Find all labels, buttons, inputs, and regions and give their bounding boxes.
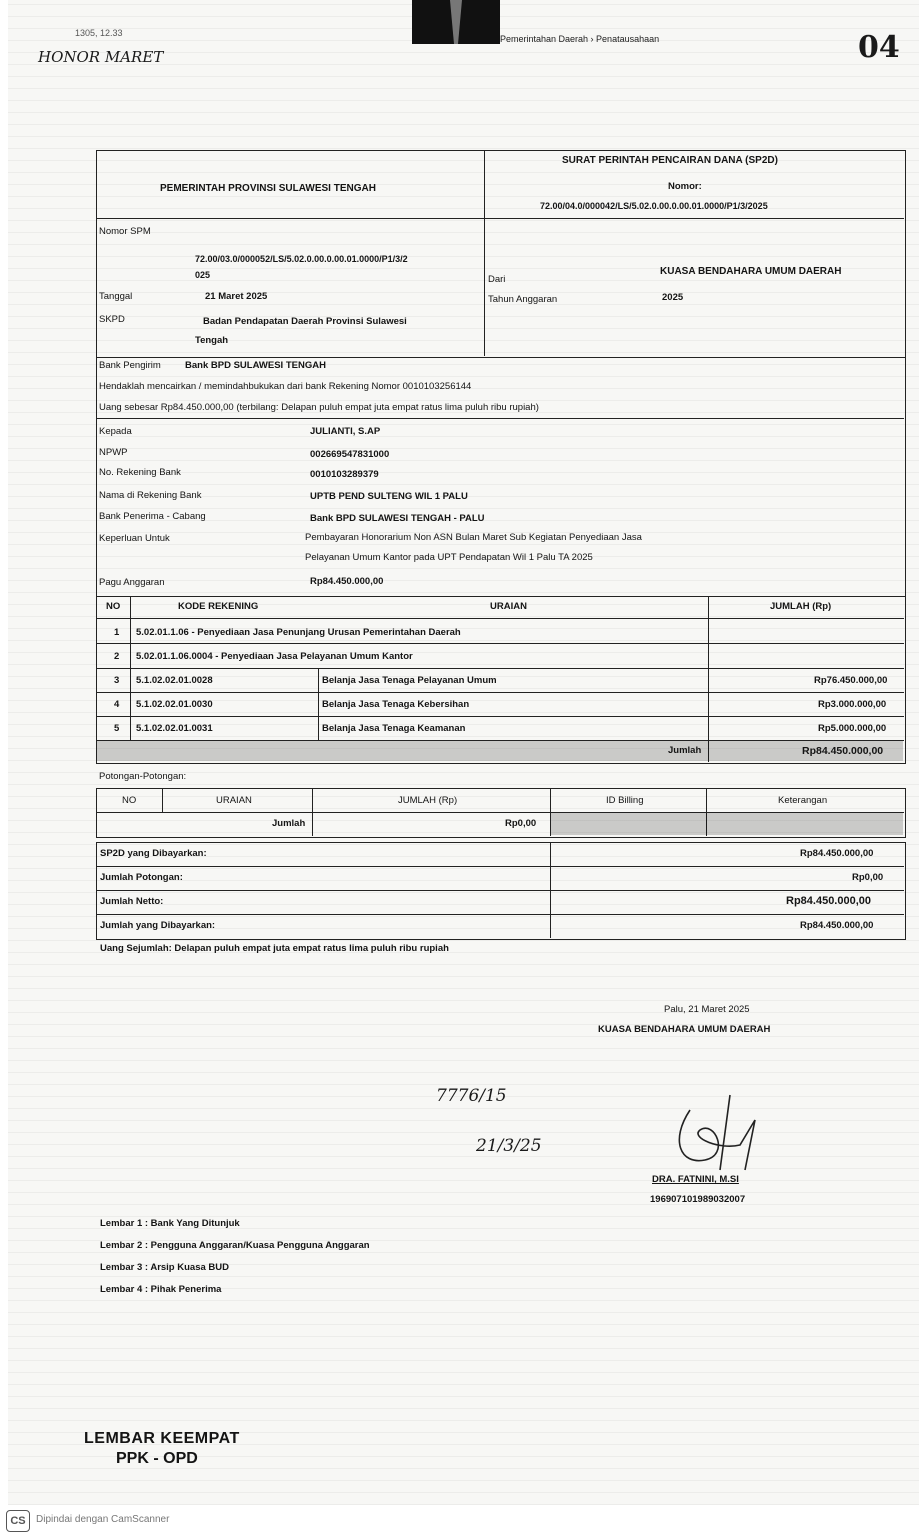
handwritten-number: 7776/15 [436, 1086, 507, 1106]
signature-scribble [660, 1090, 780, 1180]
pagu-value: Rp84.450.000,00 [310, 576, 384, 587]
pot-header-keterangan: Keterangan [778, 795, 828, 806]
sign-name: DRA. FATNINI, M.SI [652, 1174, 739, 1185]
bank-penerima-label: Bank Penerima - Cabang [99, 511, 206, 522]
nomor-value: 72.00/04.0/000042/LS/5.02.0.00.0.00.01.0000/P1/3/2025 [540, 201, 768, 211]
handwritten-note: HONOR MARET [38, 48, 164, 66]
npwp-label: NPWP [99, 447, 128, 458]
npwp-value: 002669547831000 [310, 449, 390, 460]
rek-header-jumlah: JUMLAH (Rp) [770, 601, 832, 612]
tanggal-value: 21 Maret 2025 [205, 291, 268, 302]
keperluan-value: Pembayaran Honorarium Non ASN Bulan Maret Sub Kegiatan Penyediaan Jasa [305, 532, 642, 543]
summary-netto-label: Jumlah Netto: [100, 896, 164, 907]
bank-separator [96, 418, 904, 419]
summary-potongan-label: Jumlah Potongan: [100, 872, 183, 883]
summary-table [96, 842, 906, 940]
nomor-spm-label: Nomor SPM [99, 226, 151, 237]
pagu-label: Pagu Anggaran [99, 577, 165, 588]
camscanner-logo: CS [6, 1510, 30, 1532]
tanggal-label: Tanggal [99, 291, 133, 302]
rek-row-2-no: 2 [114, 651, 120, 662]
sign-role: KUASA BENDAHARA UMUM DAERAH [598, 1024, 771, 1035]
stamp-line-1: LEMBAR KEEMPAT [84, 1430, 240, 1447]
nomor-spm-value-cont: 025 [195, 270, 211, 280]
pot-header-uraian: URAIAN [216, 795, 252, 806]
skpd-value: Badan Pendapatan Daerah Provinsi Sulawesi [203, 316, 407, 327]
col-divider-kode [318, 668, 319, 740]
rek-row-3-jumlah: Rp76.450.000,00 [814, 675, 888, 686]
summary-sp2d-label: SP2D yang Dibayarkan: [100, 848, 207, 859]
keperluan-value-cont: Pelayanan Umum Kantor pada UPT Pendapatan Wil 1 Palu TA 2025 [305, 552, 593, 563]
instruction-text: Hendaklah mencairkan / memindahbukukan dari bank Rekening Nomor 0010103256144 [99, 381, 472, 392]
skpd-label: SKPD [99, 314, 125, 325]
breadcrumb: Pemerintahan Daerah › Penatausahaan [500, 34, 660, 44]
distribution-2: Lembar 2 : Pengguna Anggaran/Kuasa Pengguna Anggaran [100, 1240, 370, 1251]
rek-row-5-no: 5 [114, 723, 120, 734]
summary-dibayarkan-label: Jumlah yang Dibayarkan: [100, 920, 216, 931]
rekening-table [96, 596, 906, 764]
binder-clip-shadow [412, 0, 500, 44]
page-mark: 04 [858, 30, 900, 65]
rek-row-line-2 [96, 668, 904, 669]
top-code: 1305, 12.33 [75, 28, 123, 38]
pot-total-shade [551, 813, 903, 835]
distribution-1: Lembar 1 : Bank Yang Ditunjuk [100, 1218, 240, 1229]
rek-row-4-kode: 5.1.02.02.01.0030 [136, 699, 213, 710]
summary-potongan-value: Rp0,00 [852, 872, 884, 883]
rek-header-line [96, 618, 904, 619]
rek-header-uraian: URAIAN [490, 601, 527, 612]
kepada-label: Kepada [99, 426, 132, 437]
pot-col-1 [162, 788, 163, 812]
rek-row-1-no: 1 [114, 627, 120, 638]
amount-text: Uang sebesar Rp84.450.000,00 (terbilang: Delapan puluh empat juta empat ratus lima puluh ribu rupiah) [99, 402, 539, 413]
rek-row-3-no: 3 [114, 675, 120, 686]
summary-netto-value: Rp84.450.000,00 [786, 895, 872, 907]
rekening-value: 0010103289379 [310, 469, 379, 480]
nama-rekening-value: UPTB PEND SULTENG WIL 1 PALU [310, 491, 468, 502]
pot-total-value: Rp0,00 [505, 818, 537, 829]
rek-row-4-uraian: Belanja Jasa Tenaga Kebersihan [322, 699, 470, 710]
distribution-3: Lembar 3 : Arsip Kuasa BUD [100, 1262, 229, 1273]
rek-header-no: NO [106, 601, 121, 612]
header-row-line [96, 218, 904, 219]
summary-line-2 [96, 890, 904, 891]
summary-line-1 [96, 866, 904, 867]
rek-row-1-kode: 5.02.01.1.06 - Penyediaan Jasa Penunjang Urusan Pemerintahan Daerah [136, 627, 461, 638]
rek-row-5-uraian: Belanja Jasa Tenaga Keamanan [322, 723, 466, 734]
summary-sp2d-value: Rp84.450.000,00 [800, 848, 874, 859]
sp2d-title: SURAT PERINTAH PENCAIRAN DANA (SP2D) [562, 155, 778, 166]
rek-row-line-4 [96, 716, 904, 717]
pot-header-jumlah: JUMLAH (Rp) [398, 795, 458, 806]
summary-dibayarkan-value: Rp84.450.000,00 [800, 920, 874, 931]
handwritten-date: 21/3/25 [476, 1136, 542, 1156]
rek-row-2-kode: 5.02.01.1.06.0004 - Penyediaan Jasa Pelayanan Umum Kantor [136, 651, 413, 662]
sign-nip: 196907101989032007 [650, 1194, 746, 1205]
potongan-title: Potongan-Potongan: [99, 771, 187, 782]
terbilang-text: Uang Sejumlah: Delapan puluh empat juta empat ratus lima puluh ribu rupiah [100, 943, 449, 954]
tahun-value: 2025 [662, 292, 684, 303]
nama-rekening-label: Nama di Rekening Bank [99, 490, 202, 501]
rek-row-5-jumlah: Rp5.000.000,00 [818, 723, 887, 734]
rek-row-4-jumlah: Rp3.000.000,00 [818, 699, 887, 710]
col-divider-jumlah [708, 596, 709, 762]
kepada-value: JULIANTI, S.AP [310, 426, 381, 437]
scanner-caption: Dipindai dengan CamScanner [36, 1514, 170, 1525]
nomor-spm-value: 72.00/03.0/000052/LS/5.02.0.00.0.00.01.0000/P1/3/2 [195, 254, 408, 264]
bank-penerima-value: Bank BPD SULAWESI TENGAH - PALU [310, 513, 485, 524]
pot-header-no: NO [122, 795, 137, 806]
gov-name: PEMERINTAH PROVINSI SULAWESI TENGAH [160, 183, 376, 194]
rek-row-4-no: 4 [114, 699, 120, 710]
tahun-label: Tahun Anggaran [488, 294, 558, 305]
rek-row-line-1 [96, 643, 904, 644]
pot-total-label: Jumlah [272, 818, 306, 829]
header-divider [484, 150, 485, 356]
sign-place-date: Palu, 21 Maret 2025 [664, 1004, 750, 1015]
rek-row-5-kode: 5.1.02.02.01.0031 [136, 723, 213, 734]
rek-total-value: Rp84.450.000,00 [802, 745, 884, 757]
skpd-value-cont: Tengah [195, 335, 229, 346]
rek-total-shade [97, 741, 903, 761]
nomor-label: Nomor: [668, 181, 702, 192]
bank-pengirim-label: Bank Pengirim [99, 360, 161, 371]
distribution-4: Lembar 4 : Pihak Penerima [100, 1284, 222, 1295]
summary-line-3 [96, 914, 904, 915]
pot-header-billing: ID Billing [606, 795, 644, 806]
rek-row-3-kode: 5.1.02.02.01.0028 [136, 675, 213, 686]
rekening-label: No. Rekening Bank [99, 467, 181, 478]
rek-row-3-uraian: Belanja Jasa Tenaga Pelayanan Umum [322, 675, 497, 686]
bank-pengirim-value: Bank BPD SULAWESI TENGAH [185, 360, 326, 371]
rek-row-line-3 [96, 692, 904, 693]
stamp-line-2: PPK - OPD [116, 1450, 198, 1467]
dari-value: KUASA BENDAHARA UMUM DAERAH [660, 266, 842, 277]
rek-total-label: Jumlah [668, 745, 702, 756]
rek-header-kode: KODE REKENING [178, 601, 259, 612]
dari-label: Dari [488, 274, 506, 285]
scanner-footer [0, 1505, 919, 1535]
keperluan-label: Keperluan Untuk [99, 533, 170, 544]
